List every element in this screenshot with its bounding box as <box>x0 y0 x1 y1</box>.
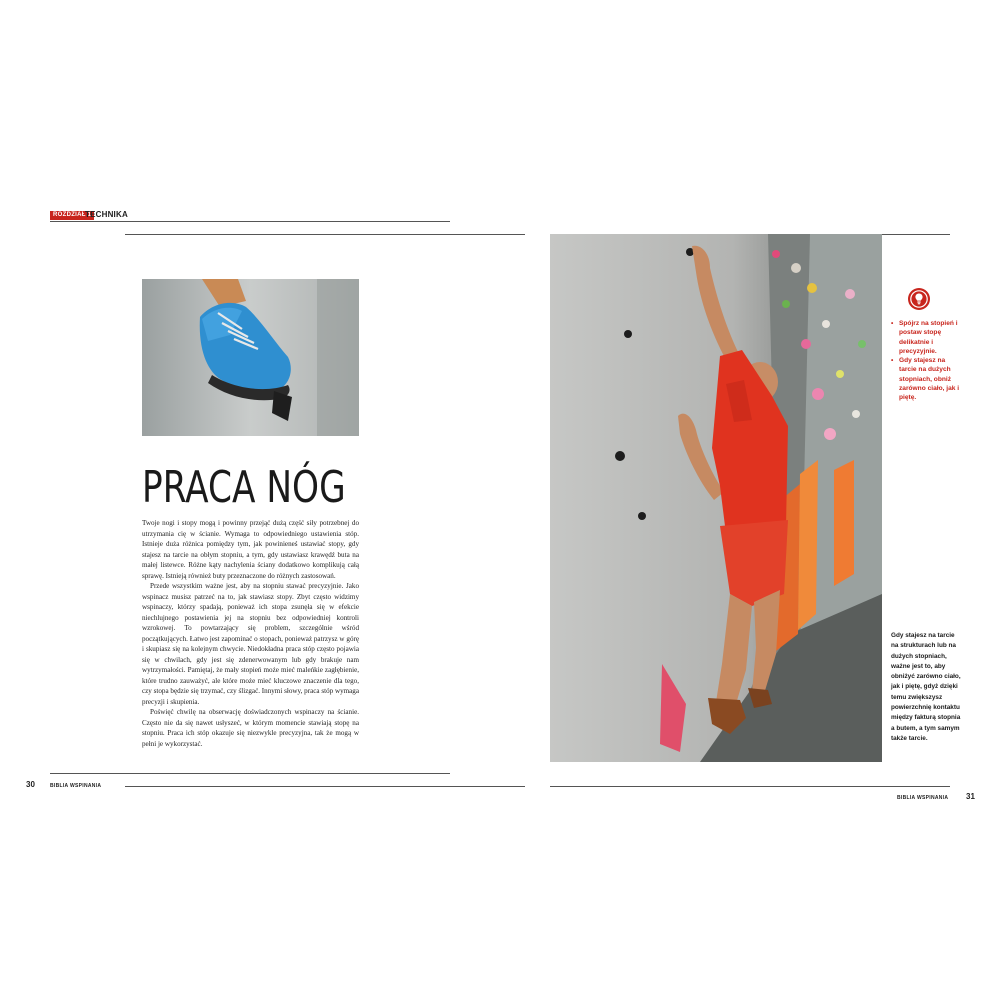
photo-caption: Gdy stajesz na tarcie na strukturach lub na dużych stopniach, ważne jest to, aby obniżyć zarówno ciało, jak i piętę, gdyż dzięki temu zwiększysz powierzchnię kontaktu między fakturą stopnia a butem, a tym samym także tarcie. <box>891 632 961 742</box>
paragraph: Poświęć chwilę na obserwację doświadczonych wspinaczy na ścianie. Często nie da się nawet usłyszeć, w którym momencie stawiają stopę na stopniu. Praca ich stóp okazuje się niezwykle precyzyjna, tak że mogą w pełni je wykorzystać. <box>142 708 359 748</box>
paragraph: Przede wszystkim ważne jest, aby na stopniu stawać precyzyjnie. Jako wspinacz musisz patrzeć na to, jak stawiasz stopy. Zbyt często widzimy wspinaczy, którzy spadają, ponieważ ich stopa zsunęła się w efekcie niechlujnego postawienia jej na stopniu bez odpowiedniej kontroli wzrokowej. To powtarzający się problem, szczególnie wśród początkujących. Łatwo jest zapominać o stopach, ponieważ patrzysz w górę i skupiasz się na kolejnym chwycie. Niedokładna praca stóp często pojawia się w chwilach, gdy jest się zdenerwowanym lub gdy brakuje nam wytrzymałości. Pamiętaj, że mały stopień może mieć maleńkie zagłębienie, które trudno zauważyć, ale które może mieć kluczowe znaczenie dla tego, czy stopa będzie się trzymać, czy ślizgać. Innymi słowy, praca stóp wymaga precyzji i skupienia. <box>142 582 359 706</box>
footer-rule-left-top <box>50 773 450 774</box>
tip-item: • Gdy stajesz na tarcie na dużych stopniach, obniż zarówno ciało, jak i piętę. <box>891 356 961 402</box>
page-number-right: 31 <box>966 792 975 801</box>
header-rule-left <box>50 221 450 222</box>
lightbulb-icon <box>908 288 930 310</box>
footer-book-title-left: BIBLIA WSPINANIA <box>50 783 102 789</box>
tip-item: • Spójrz na stopień i postaw stopę delikatnie i precyzyjnie. <box>891 319 961 356</box>
page-number-left: 30 <box>26 780 35 789</box>
climbing-shoe-photo <box>142 279 359 436</box>
footer-rule-right <box>550 786 950 787</box>
footer-rule-left <box>125 786 525 787</box>
section-title: TECHNIKA <box>85 210 128 219</box>
climber-photo <box>550 234 882 762</box>
header-rule-left-inner <box>125 234 525 235</box>
footer-book-title-right: BIBLIA WSPINANIA <box>897 795 949 801</box>
tips-list <box>891 319 961 403</box>
body-text <box>142 518 359 749</box>
chapter-badge: ROZDZIAŁ 1 <box>50 211 94 220</box>
page-title: PRACA NÓG <box>142 462 346 513</box>
paragraph: Twoje nogi i stopy mogą i powinny przejąć dużą część siły potrzebnej do utrzymania cię w ścianie. Wymaga to odpowiedniego ustawienia stóp. Istnieje duża różnica pomiędzy tym, jak powinieneś ustawiać stopy, gdy stajesz na tarcie na obłym stopniu, a tym, gdy ustawiasz krawędź buta na małej listewce. Różne kąty nachylenia ściany dodatkowo komplikują całą sprawę. Istnieją również buty przeznaczone do różnych zastosowań. <box>142 519 359 580</box>
